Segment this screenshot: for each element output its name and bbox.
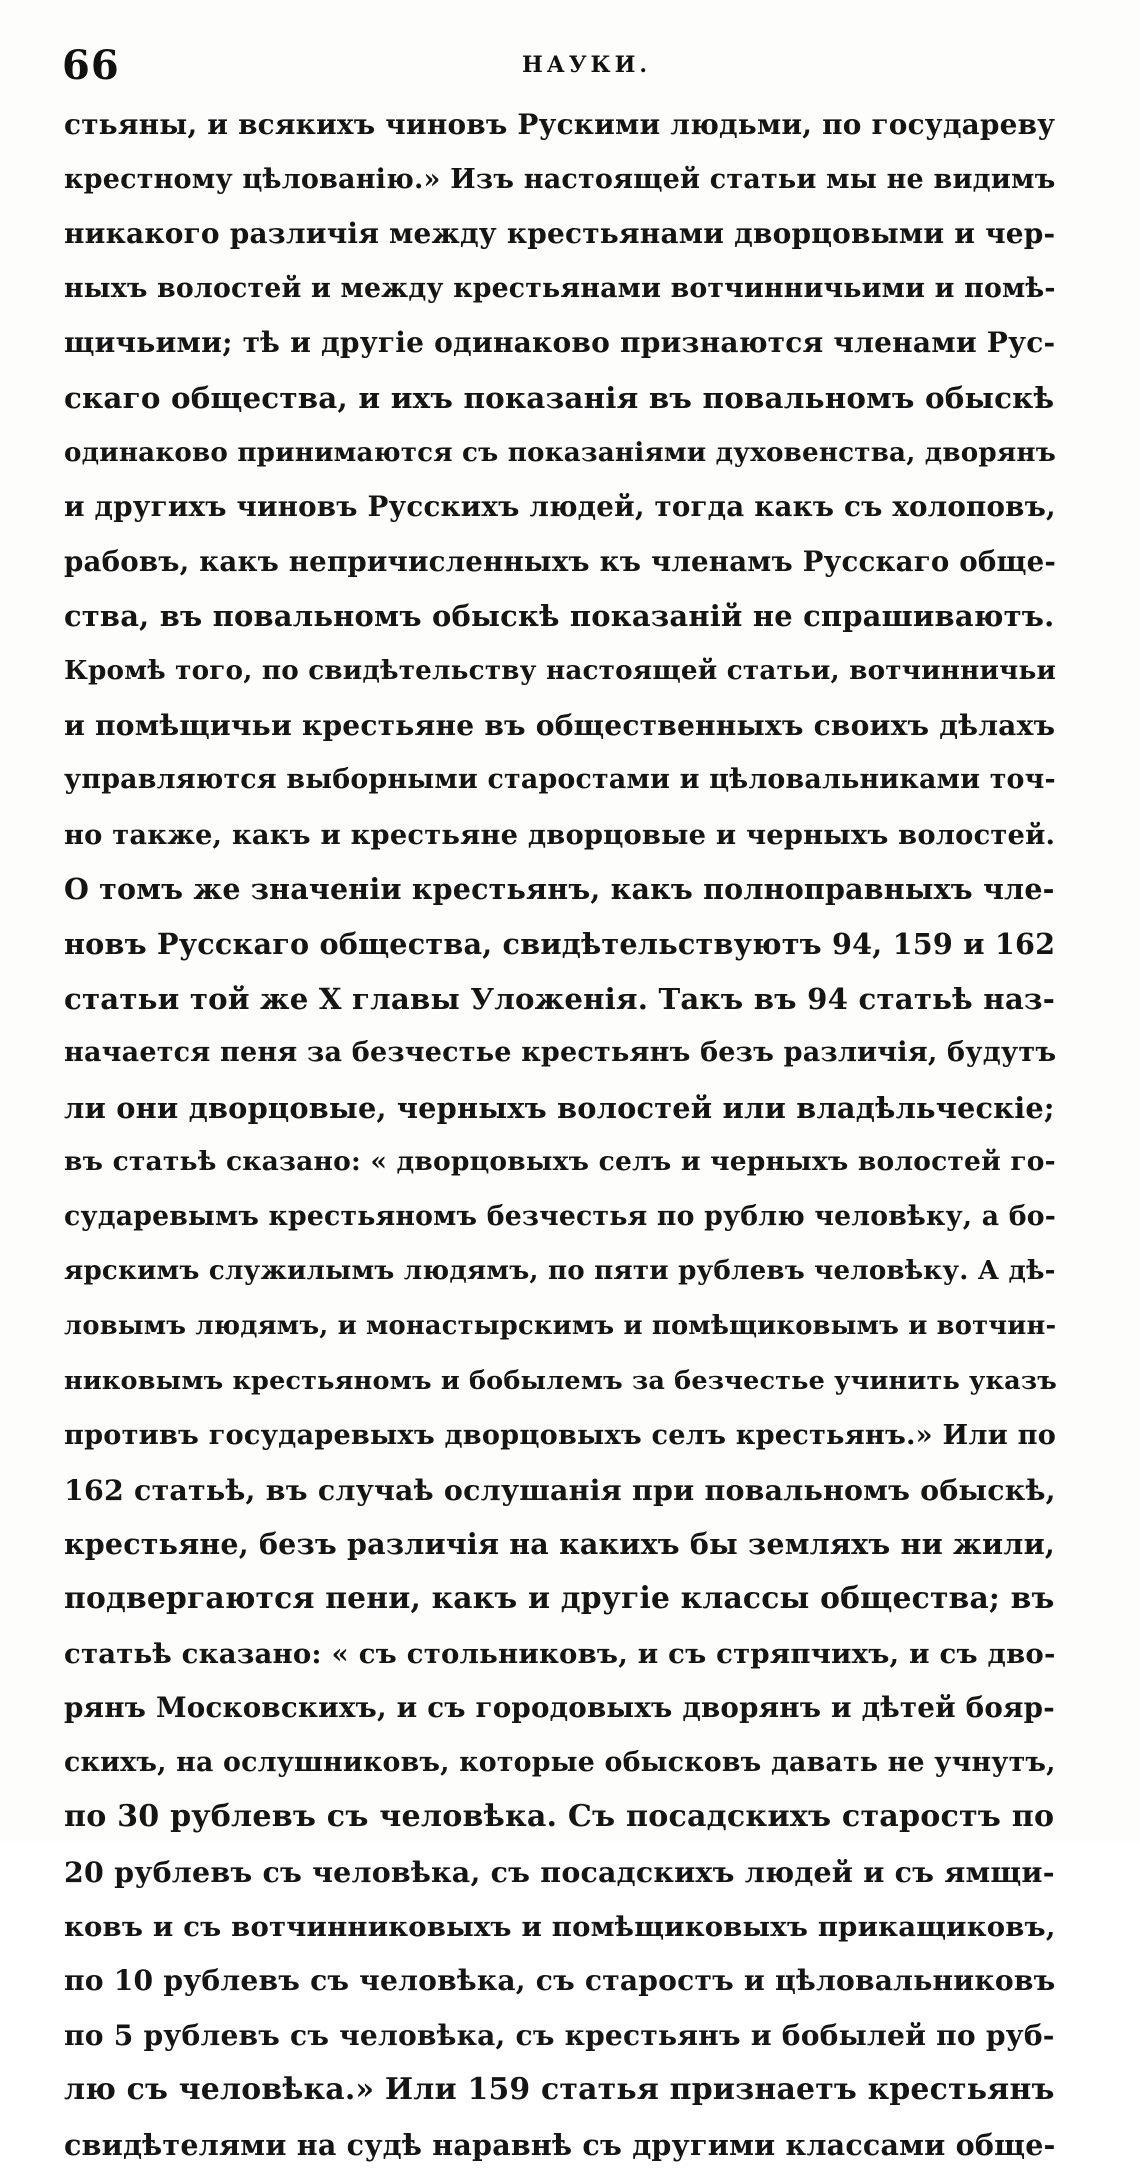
running-head: [62, 38, 1042, 98]
text-line: ли они дворцовые, черныхъ волостей или владѣльческіе;: [64, 1090, 1055, 1125]
text-line: щичьими; тѣ и другіе одинаково признаются членами Рус-: [64, 326, 1056, 360]
text-line: новъ Русскаго общества, свидѣтельствуютъ 94, 159 и 162: [64, 926, 1056, 961]
text-line: по 10 рублевъ съ человѣка, съ старостъ и цѣловальниковъ: [64, 1964, 1056, 1998]
text-line: ковъ и съ вотчинниковыхъ и помѣщиковыхъ прикащиковъ,: [64, 1910, 1056, 1943]
text-line: по 30 рублевъ съ человѣка. Съ посадскихъ старостъ по: [64, 1799, 1055, 1835]
text-line: скаго общества, и ихъ показанія въ повальномъ обыскѣ: [64, 379, 1055, 415]
text-line: но также, какъ и крестьяне дворцовые и черныхъ волостей.: [64, 818, 1056, 851]
text-line: въ статьѣ сказано: « дворцовыхъ селъ и черныхъ волостей го-: [64, 1146, 1056, 1178]
text-line: по 5 рублевъ съ человѣка, съ крестьянъ и бобылей по руб-: [64, 2018, 1055, 2052]
text-line: статьѣ сказано: « съ стольниковъ, и съ стряпчихъ, и съ дво-: [64, 1637, 1056, 1670]
page-number: 66: [62, 42, 120, 89]
text-line: рабовъ, какъ непричисленныхъ къ членамъ Русскаго обще-: [64, 544, 1057, 578]
text-line: ярскимъ служилымъ людямъ, по пяти рублевъ человѣку. А дѣ-: [64, 1256, 1056, 1287]
text-line: скихъ, на ослушниковъ, которые обысковъ давать не учнутъ,: [64, 1746, 1056, 1778]
body-text: [64, 98, 1058, 2173]
text-line: никакого различія между крестьянами дворцовыми и чер-: [64, 217, 1056, 251]
text-line: одинаково принимаются съ показаніями духовенства, дворянъ: [64, 436, 1056, 468]
text-line: начается пеня за безчестье крестьянъ безъ различія, будутъ: [64, 1037, 1057, 1069]
text-line: лю съ человѣка.» Или 159 статья признаетъ крестьянъ: [64, 2072, 1055, 2108]
text-line: никовымъ крестьяномъ и бобылемъ за безчестье учинить указъ: [64, 1365, 1058, 1396]
text-line: Кромѣ того, по свидѣтельству настоящей статьи, вотчинничьи: [64, 654, 1057, 686]
text-line: стьяны, и всякихъ чиновъ Рускими людьми, по государеву: [64, 108, 1056, 141]
text-line: сударевымъ крестьяномъ безчестья по рублю человѣку, а бо-: [64, 1200, 1057, 1232]
text-line: подвергаются пени, какъ и другіе классы общества; въ: [64, 1581, 1055, 1617]
text-line: рянъ Московскихъ, и съ городовыхъ дворянъ и дѣтей бояр-: [64, 1691, 1055, 1725]
text-line: крестному цѣлованію.» Изъ настоящей статьи мы не видимъ: [64, 163, 1056, 195]
text-line: управляются выборными старостами и цѣловальниками точ-: [64, 764, 1056, 796]
text-line: и другихъ чиновъ Русскихъ людей, тогда какъ съ холоповъ,: [64, 490, 1056, 524]
text-line: 162 статьѣ, въ случаѣ ослушанія при повальномъ обыскѣ,: [64, 1472, 1056, 1507]
text-line: ныхъ волостей и между крестьянами вотчинничьими и помѣ-: [64, 272, 1056, 304]
text-line: ловымъ людямъ, и монастырскимъ и помѣщиковымъ и вотчин-: [64, 1311, 1057, 1342]
text-line: ства, въ повальномъ обыскѣ показаній не спрашиваютъ.: [64, 599, 1055, 634]
text-line: статьи той же X главы Уложенія. Такъ въ 94 статьѣ наз-: [64, 981, 1056, 1016]
running-head-title: НАУКИ.: [522, 52, 652, 78]
text-line: свидѣтелями на судѣ наравнѣ съ другими классами обще-: [64, 2127, 1056, 2162]
text-line: крестьяне, безъ различія на какихъ бы земляхъ ни жили,: [64, 1527, 1056, 1562]
text-line: противъ государевыхъ дворцовыхъ селъ крестьянъ.» Или по: [64, 1419, 1057, 1452]
text-line: и помѣщичьи крестьяне въ общественныхъ своихъ дѣлахъ: [64, 708, 1056, 742]
text-line: О томъ же значеніи крестьянъ, какъ полноправныхъ чле-: [64, 872, 1055, 907]
text-line: 20 рублевъ съ человѣка, съ посадскихъ людей и съ ямщи-: [64, 1855, 1055, 1889]
